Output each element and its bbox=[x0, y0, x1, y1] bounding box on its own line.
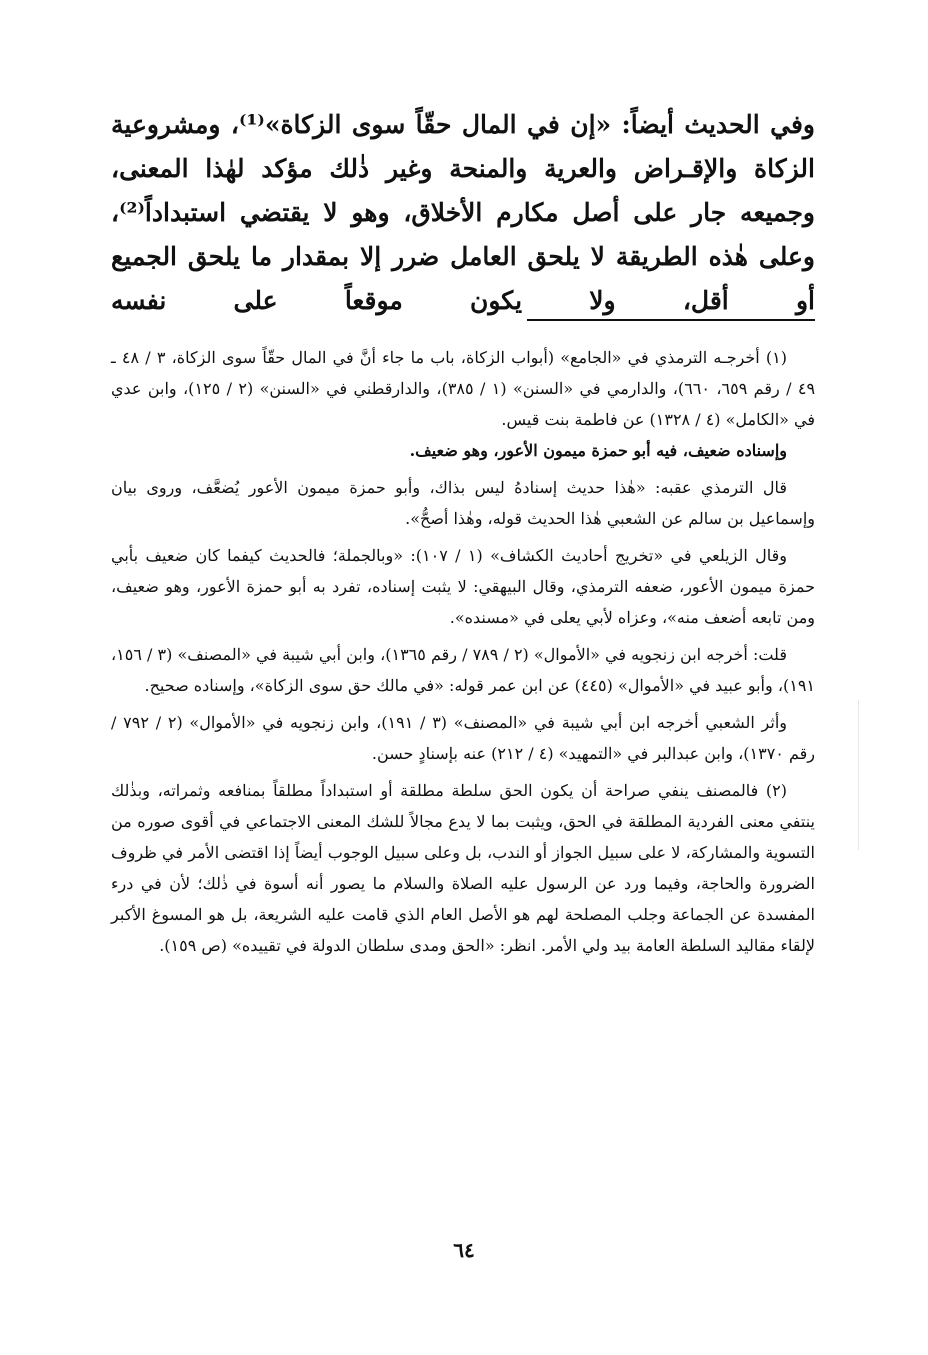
main-paragraph: وفي الحديث أيضاً: «إن في المال حقّاً سوى الزكاة»⁽¹⁾، ومشروعية الزكاة والإقـراض والعرية والمنحة وغير ذٰلك مؤكد لهٰذا المعنى، وجميعه جار على أصل مكارم الأخلاق، وهو لا يقتضي استبداداً⁽²⁾، وعلى هٰذه الطريقة لا يلحق العامل ضرر إلا بمقدار ما يلحق الجميع أو أقل، ولا يكون موقعاً على نفسه bbox=[111, 110, 816, 315]
footnote-1: (١) أخرجـه الترمذي في «الجامع» (أبواب الزكاة، باب ما جاء أنَّ في المال حقّاً سوى الزكاة، ٣ / ٤٨ ـ ٤٩ / رقم ٦٥٩، ٦٦٠)، والدارمي في «السنن» (١ / ٣٨٥)، والدارقطني في «السنن» (٢ / ١٢٥)، وابن عدي في «الكامل» (٤ / ١٣٢٨) عن فاطمة بنت قيس. bbox=[111, 348, 816, 429]
margin-rule bbox=[858, 700, 859, 850]
footnote-1-qultu: قلت: أخرجه ابن زنجويه في «الأموال» (٢ / ٧٨٩ / رقم ١٣٦٥)، وابن أبي شيبة في «المصنف» (٣ / ١٥٦، ١٩١)، وأبو عبيد في «الأموال» (٤٤٥) عن ابن عمر قوله: «في مالك حق سوى الزكاة»، وإسناده صحيح. bbox=[111, 645, 815, 695]
footnotes-block bbox=[111, 342, 815, 961]
footnote-1-isnad: وإسناده ضعيف، فيه أبو حمزة ميمون الأعور، وهو ضعيف. bbox=[409, 441, 787, 460]
main-text-block bbox=[111, 103, 815, 323]
footnote-separator bbox=[527, 319, 815, 321]
footnote-2: (٢) فالمصنف ينفي صراحة أن يكون الحق سلطة مطلقة أو استبداداً مطلقاً بمنافعه وثمراته، وبذٰلك ينتفي معنى الفردية المطلقة في الحق، ويثبت بما لا يدع مجالاً للشك المعنى الاجتماعي في أقوى صوره من التسوية والمشاركة، لا على سبيل الجواز أو الندب، بل وعلى سبيل الوجوب أيضاً إذا اقتضى الأمر في ظروف الضرورة والحاجة، وفيما ورد عن الرسول عليه الصلاة والسلام ما يصور أنه أسوة في ذٰلك؛ لأن في درء المفسدة عن الجماعة وجلب المصلحة لهم هو الأصل العام الذي قامت عليه الشريعة، بل هو المسوغ الأكبر لإلقاء مقاليد السلطة العامة بيد ولي الأمر. انظر: «الحق ومدى سلطان الدولة في تقييده» (ص ١٥٩). bbox=[111, 781, 815, 955]
footnote-1-shabi: وأثر الشعبي أخرجه ابن أبي شيبة في «المصنف» (٣ / ١٩١)، وابن زنجويه في «الأموال» (٢ / ٧٩٢ / رقم ١٣٧٠)، وابن عبدالبر في «التمهيد» (٤ / ٢١٢) عنه بإسنادٍ حسن. bbox=[111, 713, 815, 763]
page-number: ٦٤ bbox=[453, 1238, 475, 1262]
footnote-1-zaylai: وقال الزيلعي في «تخريج أحاديث الكشاف» (١ / ١٠٧): «وبالجملة؛ فالحديث كيفما كان ضعيف بأبي حمزة ميمون الأعور، ضعفه الترمذي، وقال البيهقي: لا يثبت إسناده، تفرد به أبو حمزة الأعور، وهو ضعيف، ومن تابعه أضعف منه»، وعزاه لأبي يعلى في «مسنده». bbox=[111, 546, 815, 627]
footnote-1-tirmidhi: قال الترمذي عقبه: «هٰذا حديث إسنادهُ ليس بذاك، وأبو حمزة ميمون الأعور يُضعَّف، وروى بيان وإسماعيل بن سالم عن الشعبي هٰذا الحديث قوله، وهٰذا أصحُّ». bbox=[111, 478, 815, 528]
